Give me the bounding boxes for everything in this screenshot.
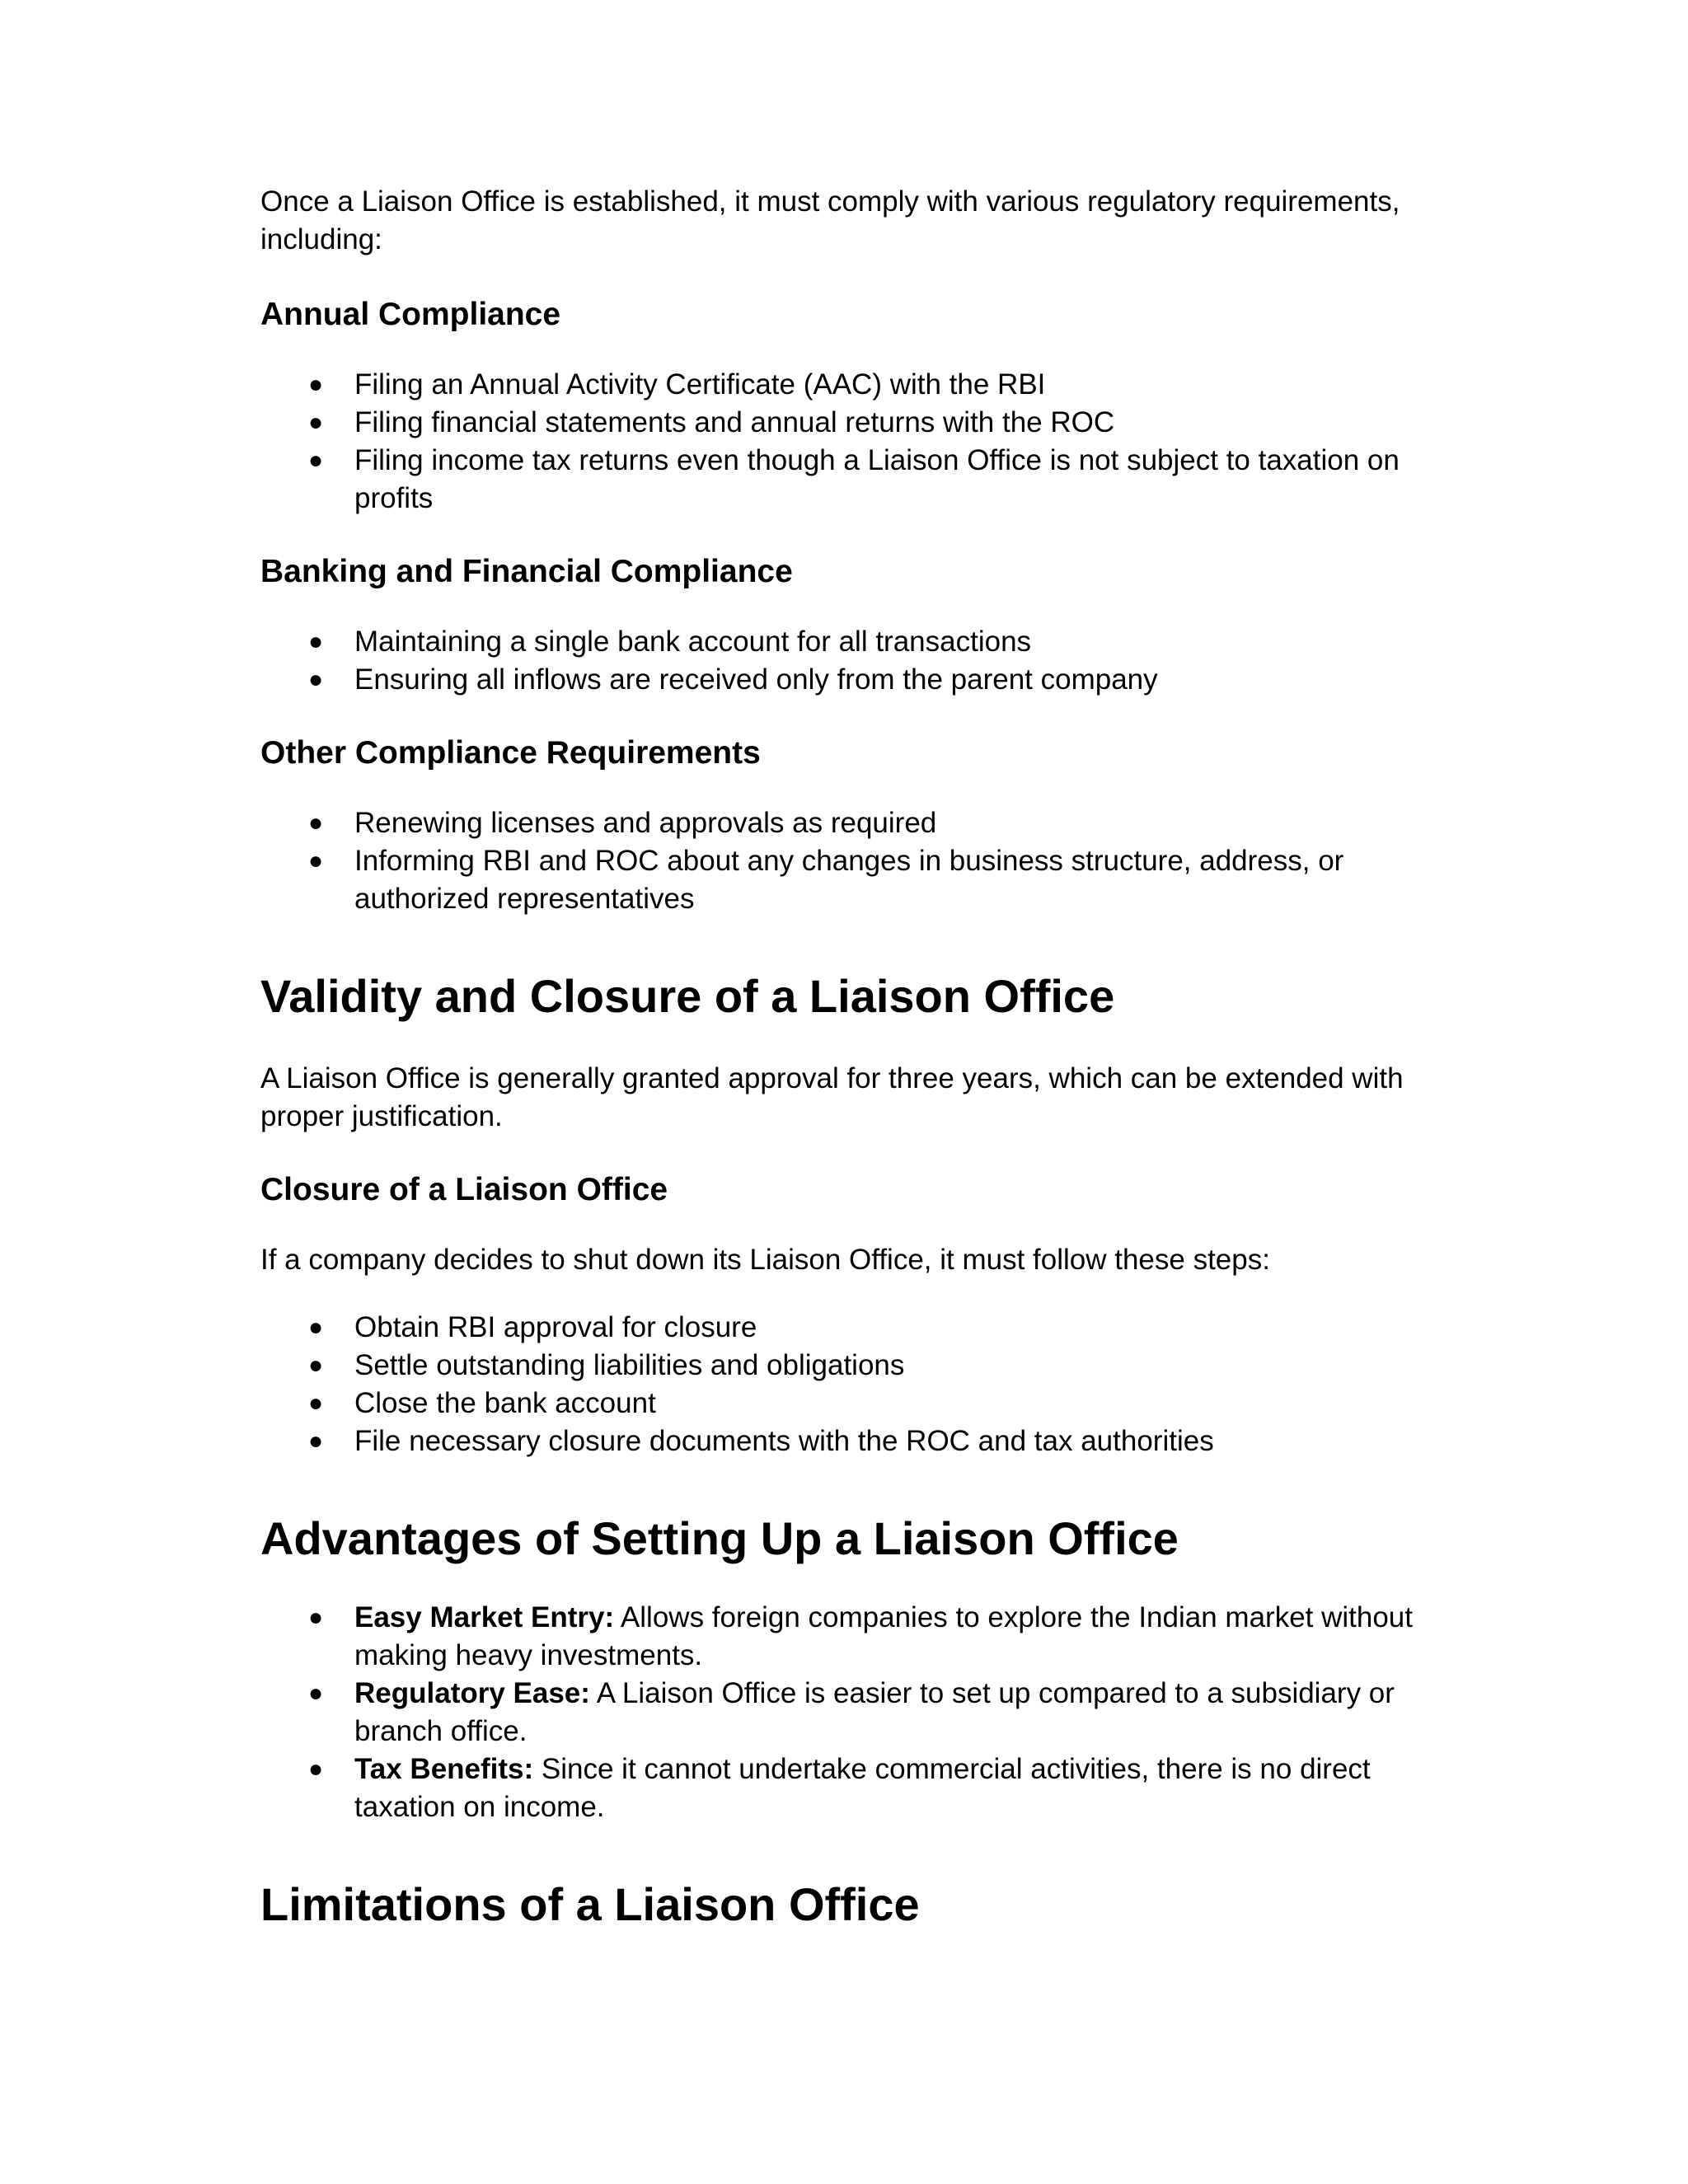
validity-paragraph: A Liaison Office is generally granted approval for three years, which can be extended with proper justification. bbox=[260, 1062, 1404, 1132]
closure-heading: Closure of a Liaison Office bbox=[260, 1172, 668, 1207]
bullet-icon: ● bbox=[308, 666, 324, 693]
list-item bbox=[260, 1599, 1431, 1675]
list-item: ● Renewing licenses and approvals as required bbox=[260, 804, 1431, 842]
other-compliance-list bbox=[260, 804, 1431, 918]
list-item: ● Close the bank account bbox=[260, 1385, 1431, 1422]
list-item: ● Settle outstanding liabilities and obligations bbox=[260, 1347, 1431, 1385]
bullet-icon: ● bbox=[308, 1427, 324, 1455]
bullet-icon: ● bbox=[308, 1604, 324, 1631]
list-item: ● Informing RBI and ROC about any changes in business structure, address, or authorized representatives bbox=[260, 842, 1431, 918]
advantage-text: Allows foreign companies to explore the Indian market without making heavy investments. bbox=[354, 1601, 1413, 1671]
advantages-heading: Advantages of Setting Up a Liaison Office bbox=[260, 1512, 1179, 1564]
list-item: ● Maintaining a single bank account for all transactions bbox=[260, 623, 1431, 661]
advantage-text: A Liaison Office is easier to set up compared to a subsidiary or branch office. bbox=[354, 1677, 1395, 1747]
limitations-heading: Limitations of a Liaison Office bbox=[260, 1878, 920, 1930]
bullet-icon: ● bbox=[308, 1352, 324, 1379]
bullet-icon: ● bbox=[308, 809, 324, 837]
banking-compliance-heading: Banking and Financial Compliance bbox=[260, 554, 793, 589]
advantage-text: Since it cannot undertake commercial activities, there is no direct taxation on income. bbox=[354, 1753, 1371, 1823]
bullet-icon: ● bbox=[308, 847, 324, 874]
list-item bbox=[260, 1675, 1431, 1750]
bullet-icon: ● bbox=[308, 409, 324, 436]
list-item: ● Ensuring all inflows are received only from the parent company bbox=[260, 661, 1431, 699]
closure-intro: If a company decides to shut down its Liaison Office, it must follow these steps: bbox=[260, 1244, 1270, 1276]
intro-paragraph: Once a Liaison Office is established, it must comply with various regulatory requirements, including: bbox=[260, 185, 1400, 255]
bullet-icon: ● bbox=[308, 1390, 324, 1417]
bullet-icon: ● bbox=[308, 447, 324, 474]
bullet-icon: ● bbox=[308, 628, 324, 655]
document-page bbox=[260, 183, 1431, 1932]
closure-steps-list bbox=[260, 1309, 1431, 1460]
bullet-icon: ● bbox=[308, 1755, 324, 1783]
list-item: ● Filing income tax returns even though a Liaison Office is not subject to taxation on profits bbox=[260, 442, 1431, 518]
annual-compliance-heading: Annual Compliance bbox=[260, 297, 561, 332]
list-item: ● Filing financial statements and annual returns with the ROC bbox=[260, 404, 1431, 442]
advantage-term: Tax Benefits: bbox=[354, 1753, 534, 1785]
list-item: ● Obtain RBI approval for closure bbox=[260, 1309, 1431, 1347]
list-item bbox=[260, 1750, 1431, 1826]
advantage-term: Easy Market Entry: bbox=[354, 1601, 615, 1633]
bullet-icon: ● bbox=[308, 1680, 324, 1707]
validity-heading: Validity and Closure of a Liaison Office bbox=[260, 970, 1115, 1022]
banking-compliance-list bbox=[260, 623, 1431, 699]
advantage-term: Regulatory Ease: bbox=[354, 1677, 590, 1709]
other-compliance-heading: Other Compliance Requirements bbox=[260, 735, 761, 771]
list-item: ● File necessary closure documents with the ROC and tax authorities bbox=[260, 1422, 1431, 1460]
list-item: ● Filing an Annual Activity Certificate (AAC) with the RBI bbox=[260, 366, 1431, 404]
bullet-icon: ● bbox=[308, 1314, 324, 1341]
annual-compliance-list bbox=[260, 366, 1431, 518]
advantages-list bbox=[260, 1599, 1431, 1826]
bullet-icon: ● bbox=[308, 371, 324, 398]
